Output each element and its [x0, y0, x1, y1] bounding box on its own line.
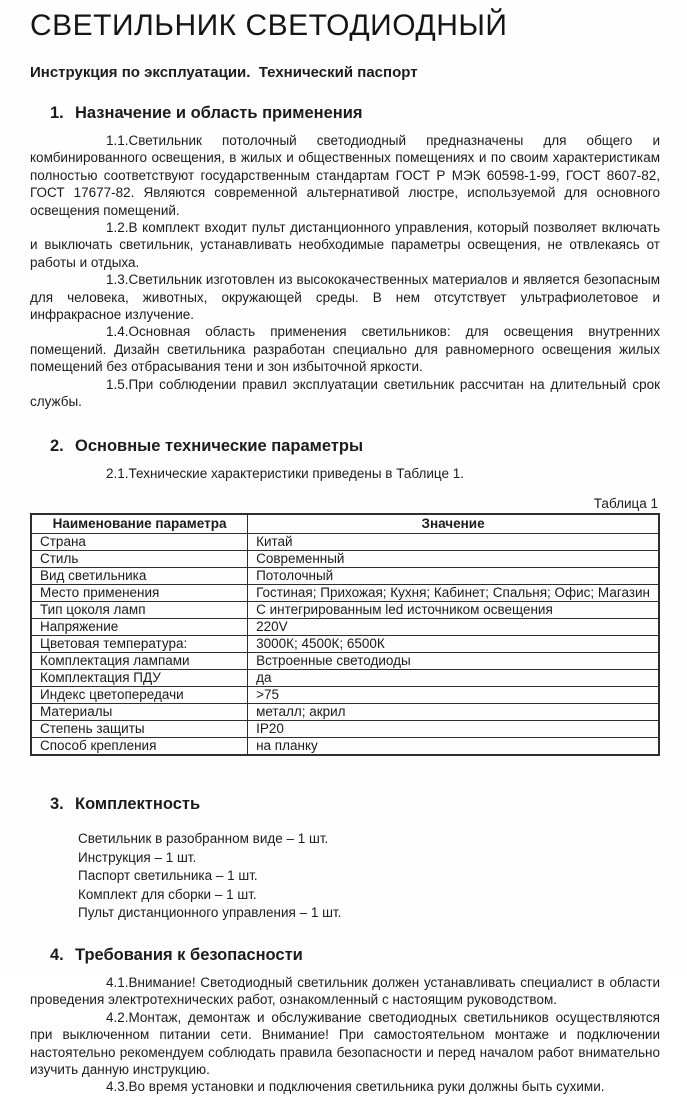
document-title: СВЕТИЛЬНИК СВЕТОДИОДНЫЙ	[30, 9, 508, 42]
table-row	[31, 652, 659, 669]
table-cell-value: IP20	[248, 720, 659, 737]
table-cell-value: Встроенные светодиоды	[248, 652, 659, 669]
table-row	[31, 567, 659, 584]
kit-contents-list	[78, 830, 660, 923]
table-cell-value: на планку	[248, 737, 659, 755]
section-4-heading	[30, 945, 660, 965]
parameters-table	[30, 513, 660, 756]
paragraph-4-1-text: Внимание! Светодиодный светильник должен устанавливать специалист в области проведения электротехнических работ, ознакомленный с настоящим руководством.	[30, 974, 660, 1008]
table-caption: Таблица 1	[593, 495, 658, 511]
table-row	[31, 618, 659, 635]
paragraph-4-2-number: 4.2.	[106, 1009, 129, 1025]
paragraph-1-1	[30, 132, 660, 219]
paragraph-4-3-text: Во время установки и подключения светильника руки должны быть сухими.	[128, 1079, 605, 1095]
paragraph-1-5-number: 1.5.	[106, 376, 129, 392]
kit-list-item: Паспорт светильника – 1 шт.	[78, 868, 258, 884]
table-cell-value: Гостиная; Прихожая; Кухня; Кабинет; Спальня; Офис; Магазин	[248, 584, 659, 601]
table-cell-value: Современный	[248, 550, 659, 567]
table-cell-parameter: Место применения	[31, 584, 248, 601]
table-cell-parameter: Степень защиты	[31, 720, 248, 737]
table-cell-parameter: Комплектация ПДУ	[31, 669, 248, 686]
paragraph-2-1	[30, 465, 660, 482]
paragraph-1-1-number: 1.1.	[106, 133, 129, 148]
table-header-parameter: Наименование параметра	[31, 514, 248, 534]
paragraph-1-4-number: 1.4.	[106, 324, 129, 340]
table-row	[31, 550, 659, 567]
section-4-number: 4.	[50, 945, 64, 964]
paragraph-4-2-text: Монтаж, демонтаж и обслуживание светодиодных светильников осуществляются при выключенном питании сети. Внимание! При самостоятельном монтаже и подключении настоятельно рекомендуем соблюдать правила безопасности и перед началом работ внимательно изучить данную инструкцию.	[30, 1009, 660, 1077]
table-cell-parameter: Материалы	[31, 703, 248, 720]
paragraph-1-3-text: Светильник изготовлен из высококачественных материалов и является безопасным для человека, животных, окружающей среды. В нем отсутствует ультрафиолетовое и инфракрасное излучение.	[30, 272, 660, 323]
paragraph-1-5-text: При соблюдении правил эксплуатации светильник рассчитан на длительный срок службы.	[30, 376, 660, 410]
section-2-title: Основные технические параметры	[75, 436, 364, 455]
paragraph-1-4	[30, 323, 660, 375]
paragraph-2-1-text: Технические характеристики приведены в Таблице 1.	[128, 465, 465, 481]
paragraph-1-4-text: Основная область применения светильников: для освещения внутренних помещений. Дизайн светильника разработан специально для равномерного освещения жилых помещений без отбрасывания тени и зон избыточной яркости.	[30, 324, 660, 375]
table-cell-parameter: Страна	[31, 533, 248, 550]
paragraph-4-1-number: 4.1.	[106, 974, 129, 990]
paragraph-1-2-text: В комплект входит пульт дистанционного управления, который позволяет включать и выключать светильник, устанавливать необходимые параметры освещения, не отвлекаясь от работы и отдыха.	[30, 220, 660, 270]
paragraph-1-3-number: 1.3.	[106, 272, 129, 288]
table-row	[31, 601, 659, 618]
table-cell-parameter: Напряжение	[31, 618, 248, 635]
table-header-value: Значение	[248, 514, 659, 534]
table-cell-parameter: Индекс цветопередачи	[31, 686, 248, 703]
paragraph-1-5	[30, 376, 660, 411]
section-2-number: 2.	[50, 436, 64, 455]
paragraph-4-1	[30, 974, 660, 1009]
section-1-title: Назначение и область применения	[75, 104, 363, 122]
section-3-title: Комплектность	[75, 794, 201, 813]
table-row	[31, 720, 659, 737]
paragraph-1-3	[30, 271, 660, 323]
paragraph-4-3-number: 4.3.	[106, 1079, 129, 1095]
table-cell-parameter: Стиль	[31, 550, 248, 567]
table-row	[31, 703, 659, 720]
paragraph-1-1-text: Светильник потолочный светодиодный предназначены для общего и комбинированного освещения, в жилых и общественных помещениях и по своим характеристикам полностью соответствуют государственным стандартам ГОСТ Р МЭК 60598-1-99, ГОСТ 8607-82, ГОСТ 17677-82. Являются современной альтернативой люстре, используемой для основного освещения помещений.	[30, 133, 660, 218]
table-cell-parameter: Способ крепления	[31, 737, 248, 755]
table-row	[31, 635, 659, 652]
kit-list-item: Светильник в разобранном виде – 1 шт.	[78, 830, 329, 846]
table-cell-parameter: Вид светильника	[31, 567, 248, 584]
table-cell-value: Потолочный	[248, 567, 659, 584]
table-cell-value: 3000К; 4500К; 6500К	[248, 635, 659, 652]
table-cell-value: Китай	[248, 533, 659, 550]
table-row	[31, 686, 659, 703]
paragraph-1-2-number: 1.2.	[106, 220, 129, 236]
table-cell-value: 220V	[248, 618, 659, 635]
paragraph-4-2	[30, 1009, 660, 1079]
section-3-number: 3.	[50, 794, 64, 813]
section-2-heading	[30, 436, 660, 456]
paragraph-2-1-number: 2.1.	[106, 465, 129, 481]
kit-list-item: Пульт дистанционного управления – 1 шт.	[78, 905, 342, 921]
table-row	[31, 584, 659, 601]
kit-list-item: Инструкция – 1 шт.	[78, 849, 197, 865]
kit-list-item: Комплект для сборки – 1 шт.	[78, 886, 257, 902]
section-3-heading	[30, 794, 660, 814]
table-cell-value: >75	[248, 686, 659, 703]
table-cell-value: да	[248, 669, 659, 686]
section-1-heading	[30, 103, 660, 123]
table-cell-parameter: Комплектация лампами	[31, 652, 248, 669]
table-row	[31, 669, 659, 686]
section-4-title: Требования к безопасности	[75, 945, 303, 964]
table-row	[31, 533, 659, 550]
section-1-number: 1.	[50, 104, 64, 122]
table-cell-value: металл; акрил	[248, 703, 659, 720]
table-cell-value: С интегрированным led источником освещения	[248, 601, 659, 618]
paragraph-1-2	[30, 219, 660, 271]
table-cell-parameter: Тип цоколя ламп	[31, 601, 248, 618]
paragraph-4-3	[30, 1078, 660, 1095]
table-row	[31, 737, 659, 755]
table-cell-parameter: Цветовая температура:	[31, 635, 248, 652]
table-header-row	[31, 514, 659, 534]
document-subtitle: Инструкция по эксплуатации. Технический паспорт	[30, 64, 418, 81]
